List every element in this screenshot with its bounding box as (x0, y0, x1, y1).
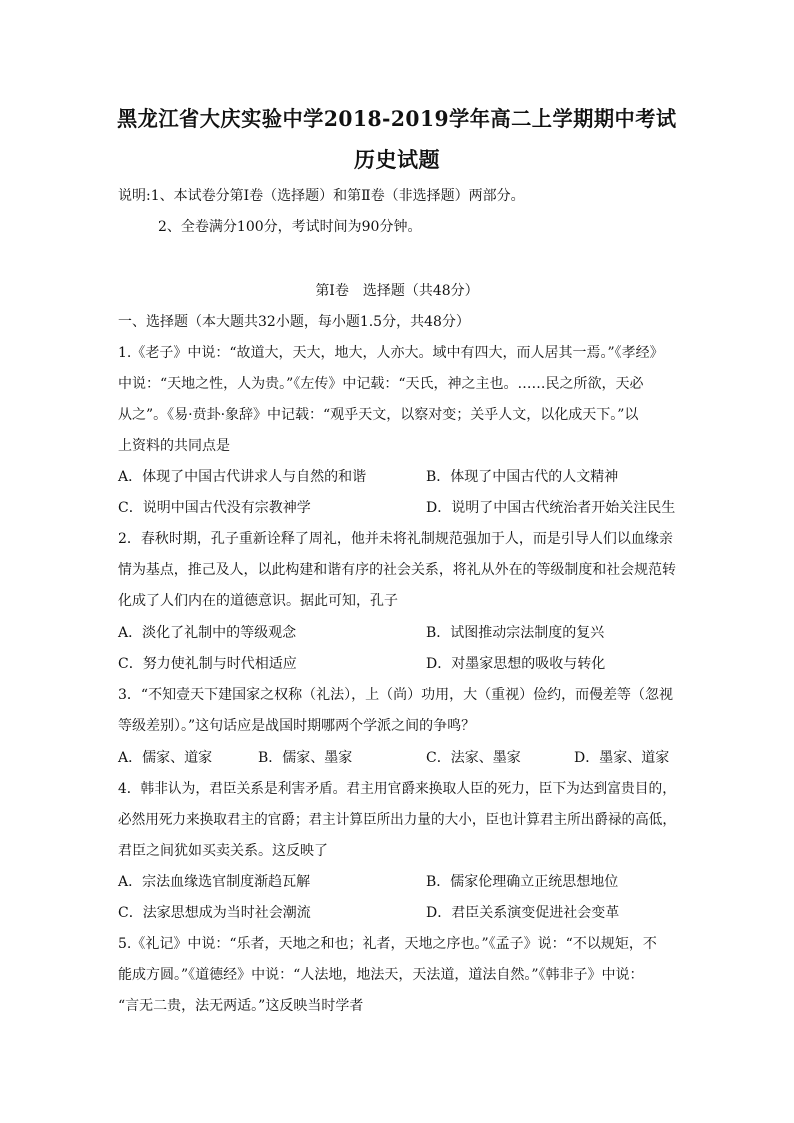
question-2-stem-line-1: 2．春秋时期，孔子重新诠释了周礼，他并未将礼制规范强加于人，而是引导人们以血缘亲 (118, 531, 673, 547)
question-2-option-d: D．对墨家思想的吸收与转化 (426, 656, 606, 672)
question-3-option-b: B．儒家、墨家 (258, 750, 353, 766)
question-1-stem-line-1: 1.《老子》中说：“故道大，天大，地大，人亦大。域中有四大，而人居其一焉。”《孝经》 (118, 345, 664, 361)
instruction-line-1: 说明:1、本试卷分第Ⅰ卷（选择题）和第Ⅱ卷（非选择题）两部分。 (118, 188, 525, 204)
section-subheading: 一、选择题（本大题共32小题，每小题1.5分，共48分） (118, 314, 470, 330)
question-3-option-c: C．法家、墨家 (426, 750, 521, 766)
question-4-option-d: D．君臣关系演变促进社会变革 (426, 905, 620, 921)
question-1-option-d: D．说明了中国古代统治者开始关注民生 (426, 500, 676, 516)
question-3-option-d: D．墨家、道家 (574, 750, 670, 766)
question-2-option-c: C．努力使礼制与时代相适应 (118, 656, 297, 672)
subject-title: 历史试题 (354, 147, 440, 172)
question-5-stem-line-2: 能成方圆。”《道德经》中说：“人法地，地法天，天法道，道法自然。”《韩非子》中说： (118, 967, 644, 983)
question-1-option-c: C．说明中国古代没有宗教神学 (118, 500, 311, 516)
instruction-line-2: 2、全卷满分100分，考试时间为90分钟。 (158, 219, 422, 235)
question-2-option-a: A．淡化了礼制中的等级观念 (118, 625, 297, 641)
section-heading: 第Ⅰ卷 选择题（共48分） (315, 283, 479, 299)
question-2-stem-line-3: 化成了人们内在的道德意识。据此可知，孔子 (118, 593, 398, 609)
question-4-stem-line-2: 必然用死力来换取君主的官爵；君主计算臣所出力量的大小，臣也计算君主所出爵禄的高低， (118, 812, 676, 828)
question-1-option-b: B．体现了中国古代的人文精神 (426, 469, 619, 485)
exam-title: 黑龙江省大庆实验中学2018-2019学年高二上学期期中考试 (117, 106, 677, 131)
question-1-stem-line-3: 从之”。《易·贲卦·象辞》中记载：“观乎天文，以察对变；关乎人文，以化成天下。”以 (118, 407, 639, 423)
question-5-stem-line-1: 5.《礼记》中说：“乐者，天地之和也；礼者，天地之序也。”《孟子》说：“不以规矩，不 (118, 936, 657, 952)
question-5-stem-line-3: “言无二贵，法无两适。”这反映当时学者 (118, 998, 364, 1014)
question-4-stem-line-3: 君臣之间犹如买卖关系。这反映了 (118, 843, 328, 859)
question-1-stem-line-2: 中说：“天地之性，人为贵。”《左传》中记载：“天氏，神之主也。……民之所欲，天必 (118, 376, 644, 392)
question-1-option-a: A．体现了中国古代讲求人与自然的和谐 (118, 469, 367, 485)
question-4-option-c: C．法家思想成为当时社会潮流 (118, 905, 311, 921)
question-4-option-a: A．宗法血缘选官制度渐趋瓦解 (118, 874, 311, 890)
question-4-stem-line-1: 4．韩非认为，君臣关系是利害矛盾。君主用官爵来换取人臣的死力，臣下为达到富贵目的， (118, 781, 676, 797)
question-2-option-b: B．试图推动宗法制度的复兴 (426, 625, 605, 641)
question-3-stem-line-2: 等级差别）。”这句话应是战国时期哪两个学派之间的争鸣？ (118, 718, 476, 734)
question-4-option-b: B．儒家伦理确立正统思想地位 (426, 874, 619, 890)
question-3-option-a: A．儒家、道家 (118, 750, 213, 766)
question-2-stem-line-2: 情为基点，推己及人，以此构建和谐有序的社会关系，将礼从外在的等级制度和社会规范转 (118, 562, 676, 578)
question-3-stem-line-1: 3．“不知壹天下建国家之权称（礼法），上（尚）功用，大（重视）俭约，而僈差等（忽视 (118, 687, 674, 703)
question-1-stem-line-4: 上资料的共同点是 (118, 438, 230, 454)
